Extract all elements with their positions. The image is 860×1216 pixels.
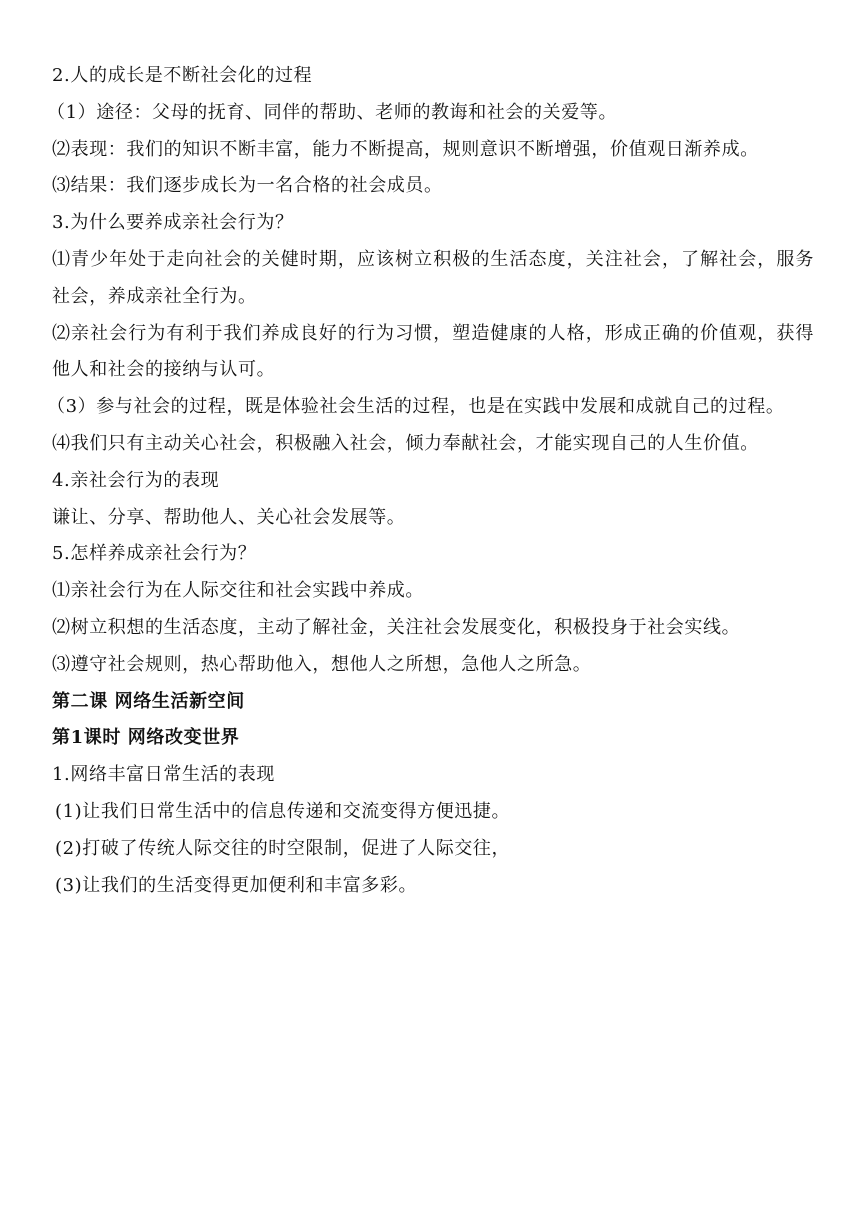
prosocial-examples: 谦让、分享、帮助他人、关心社会发展等。 [52, 506, 406, 528]
heading-why-prosocial: 3.为什么要养成亲社会行为？ [52, 212, 294, 234]
item-network-3: (3)让我们的生活变得更加便利和丰富多彩。 [55, 874, 418, 896]
heading-socialization: 2.人的成长是不断社会化的过程 [52, 65, 313, 86]
document-page [47, 58, 814, 904]
item-how-1: ⑴亲社会行为在人际交往和社会实践中养成。 [52, 580, 424, 602]
item-result: ⑶结果：我们逐步成长为一名合格的社会成员。 [52, 175, 443, 197]
heading-prosocial-manifestation: 4.亲社会行为的表现 [52, 469, 220, 491]
heading-network-life: 1.网络丰富日常生活的表现 [52, 764, 275, 786]
period-title: 第1课时 网络改变世界 [52, 727, 240, 749]
item-network-1: (1)让我们日常生活中的信息传递和交流变得方便迅捷。 [55, 800, 511, 822]
heading-how-prosocial: 5.怎样养成亲社会行为？ [52, 543, 257, 565]
item-how-2: ⑵树立积想的生活态度，主动了解社金，关注社会发展变化，积极投身于社会实线。 [52, 616, 741, 638]
item-network-2: (2)打破了传统人际交往的时空限制，促进了人际交往， [55, 837, 511, 859]
item-why-1: ⑴青少年处于走向社会的关健时期，应该树立积极的生活态度，关注社会，了解社会，服务社会，养成亲社全行为。 [52, 248, 814, 307]
item-manifestation: ⑵表现：我们的知识不断丰富，能力不断提高，规则意识不断增强，价值观日渐养成。 [52, 138, 759, 160]
lesson-title: 第二课 网络生活新空间 [52, 690, 245, 712]
item-why-2: ⑵亲社会行为有利于我们养成良好的行为习惯，塑造健康的人格，形成正确的价值观，获得他人和社会的接纳与认可。 [52, 322, 814, 381]
item-why-4: ⑷我们只有主动关心社会，积极融入社会，倾力奉献社会，才能实现自己的人生价值。 [52, 432, 759, 454]
item-pathway: （1）途径：父母的抚育、同伴的帮助、老师的教诲和社会的关爱等。 [47, 101, 618, 123]
item-why-3: （3）参与社会的过程，既是体验社会生活的过程，也是在实践中发展和成就自己的过程。 [47, 396, 785, 418]
item-how-3: ⑶遵守社会规则，热心帮助他入，想他人之所想，急他人之所急。 [52, 653, 592, 675]
